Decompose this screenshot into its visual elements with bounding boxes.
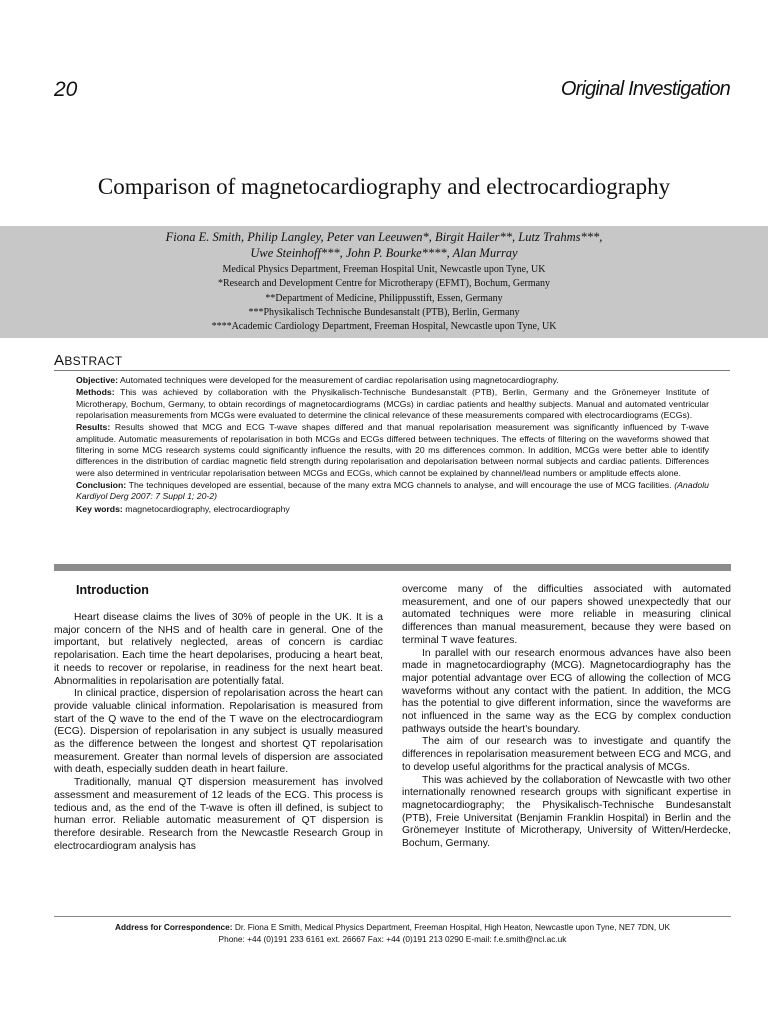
keywords-label: Key words: xyxy=(76,503,123,514)
body-paragraph: In parallel with our research enormous advances have also been made in magnetocardiography (MCG). Magnetocardiography has the major potential advantage over ECG of allowing the collection of MCG waveforms without any contact with the patient. In addition, the MCG has the potential to give different information, since the waveforms are not influenced in the same way as the ECG by complex conduction pathways outside the heart’s boundary. xyxy=(402,647,731,735)
results-text: Results showed that MCG and ECG T-wave shapes differed and that manual repolarisation measurement was significantly influenced by T-wave amplitude. Automatic measurements of repolarisation in both MCGs and ECGs differed between techniques. The effects of filtering on the waveforms showed that filtering in some MCG research systems could significantly influence the results, with 20 ms differences common. In addition, MCGs were better able to identify differences in the distribution of cardiac magnetic field strength during repolarisation and depolarisation between normal subjects and cardiac patients. Differences were also determined in ventricular repolarisation between MCGs and ECGs, which cannot be explained by channel/lead numbers or amplitude effects alone. xyxy=(76,422,709,478)
abstract-divider xyxy=(54,370,730,371)
section-divider-bar xyxy=(54,564,731,571)
results-label: Results: xyxy=(76,422,111,433)
paper-title: Comparison of magnetocardiography and electrocardiography xyxy=(97,174,671,199)
author-line: Fiona E. Smith, Philip Langley, Peter van Leeuwen*, Birgit Hailer**, Lutz Trahms***, xyxy=(165,230,603,244)
correspondence-contact: Phone: +44 (0)191 233 6161 ext. 26667 Fax: +44 (0)191 213 0290 E-mail: f.e.smith@ncl.ac.uk xyxy=(218,933,567,944)
body-paragraph: This was achieved by the collaboration of Newcastle with two other internationally renowned research groups with significant expertise in magnetocardiography; the Physikalisch-Technische Bundesanstalt (PTB), Freie Universitat (Benjamin Franklin Hospital) in Berlin and the Grönemeyer Institute of Microtherapy, University of Witten/Herdecke, Bochum, Germany. xyxy=(402,774,731,850)
methods-label: Methods: xyxy=(76,387,115,398)
keywords-text: magnetocardiography, electrocardiography xyxy=(122,503,290,514)
abstract-results xyxy=(76,422,709,479)
affiliation: ****Academic Cardiology Department, Freeman Hospital, Newcastle upon Tyne, UK xyxy=(211,321,557,333)
body-paragraph: Traditionally, manual QT dispersion measurement has involved assessment and measurement of 12 leads of the ECG. This process is tedious and, as the end of the T-wave is often ill defined, is subject to human error. Reliable automatic measurement of QT dispersion is therefore desirable. Research from the Newcastle Research Group in electrocardiogram analysis has xyxy=(54,777,383,852)
affiliation: **Department of Medicine, Philippusstift, Essen, Germany xyxy=(265,292,503,304)
section-label: Original Investigation xyxy=(560,78,730,100)
affiliation: Medical Physics Department, Freeman Hospital Unit, Newcastle upon Tyne, UK xyxy=(222,264,546,275)
abstract-heading-rest: BSTRACT xyxy=(64,354,123,368)
body-paragraph: Heart disease claims the lives of 30% of people in the UK. It is a major concern of the NHS and of health care in general. One of the important, but relatively neglected, areas of concern is cardiac repolarisation. Each time the heart depolarises, producing a heart beat, it needs to recover or repolarise, in readiness for the next heart beat. Abnormalities in repolarisation are potentially fatal. xyxy=(54,612,383,687)
methods-text: This was achieved by collaboration with the Physikalisch-Technische Bundesanstalt (PTB), Berlin, Germany and the Grönemeyer Institute of Microtherapy, Bochum, Germany, to obtain recordings of magnetocardiograms (MCGs) in cardiac patients and healthy subjects. Manual and automated ventricular repolarisation measurements from MCGs were evaluated to determine the clinical relevance of these measurements compared with electrocardiograms (ECGs). xyxy=(76,387,709,421)
conclusion-text: The techniques developed are essential, because of the many extra MCG channels to analyse, and will encourage the use of MCG facilities. xyxy=(126,480,672,491)
abstract-heading-initial: A xyxy=(54,352,65,369)
objective-label: Objective: xyxy=(76,375,119,385)
conclusion-label: Conclusion: xyxy=(76,480,127,491)
introduction-heading: Introduction xyxy=(76,583,149,597)
affiliation: *Research and Development Centre for Microtherapy (EFMT), Bochum, Germany xyxy=(217,278,551,290)
abstract-objective xyxy=(76,375,709,386)
affiliation: ***Physikalisch Technische Bundesanstalt (PTB), Berlin, Germany xyxy=(248,306,520,318)
abstract-body xyxy=(76,375,709,516)
body-column-left xyxy=(54,612,383,853)
objective-text: Automated techniques were developed for the measurement of cardiac repolarisation using magnetocardiography. xyxy=(118,375,559,385)
abstract-conclusion xyxy=(76,480,709,503)
body-column-right xyxy=(402,584,731,851)
address-text: Dr. Fiona E Smith, Medical Physics Department, Freeman Hospital, High Heaton, Newcastle upon Tyne, NE7 7DN, UK xyxy=(232,922,671,932)
body-paragraph: In clinical practice, dispersion of repolarisation across the heart can provide valuable clinical information. Repolarisation is measured from start of the Q wave to the end of the T wave on the electrocardiogram (ECG). Dispersion of repolarisation in any subject is usually measured as the difference between the longest and shortest QT repolarisation measurement. Greater than normal levels of dispersion are associated with death, especially sudden death in heart failure. xyxy=(54,688,383,776)
footer-divider xyxy=(54,916,731,917)
address-label: Address for Correspondence: xyxy=(114,922,233,932)
abstract-heading xyxy=(54,352,122,369)
affiliation-list xyxy=(0,263,768,334)
citation: (Anadolu Kardiyol Derg 2007: 7 Suppl 1; 20-2) xyxy=(76,480,709,502)
page-number: 20 xyxy=(54,78,78,101)
author-line: Uwe Steinhoff***, John P. Bourke****, Alan Murray xyxy=(250,246,518,260)
correspondence-address xyxy=(54,922,731,934)
body-paragraph-continued: overcome many of the difficulties associated with automated measurement, and one of our papers showed unexpectedly that our automated techniques were more reliable in measuring clinical differences than manual measurement, because they were based on terminal T wave features. xyxy=(402,584,731,646)
abstract-keywords xyxy=(76,504,709,515)
correspondence-footer xyxy=(54,922,731,945)
body-paragraph: The aim of our research was to investigate and quantify the differences in repolarisation measurement between ECG and MCG, and to develop useful algorithms for the practical analysis of MCGs. xyxy=(402,736,731,773)
author-list xyxy=(0,229,768,261)
abstract-methods xyxy=(76,387,709,421)
